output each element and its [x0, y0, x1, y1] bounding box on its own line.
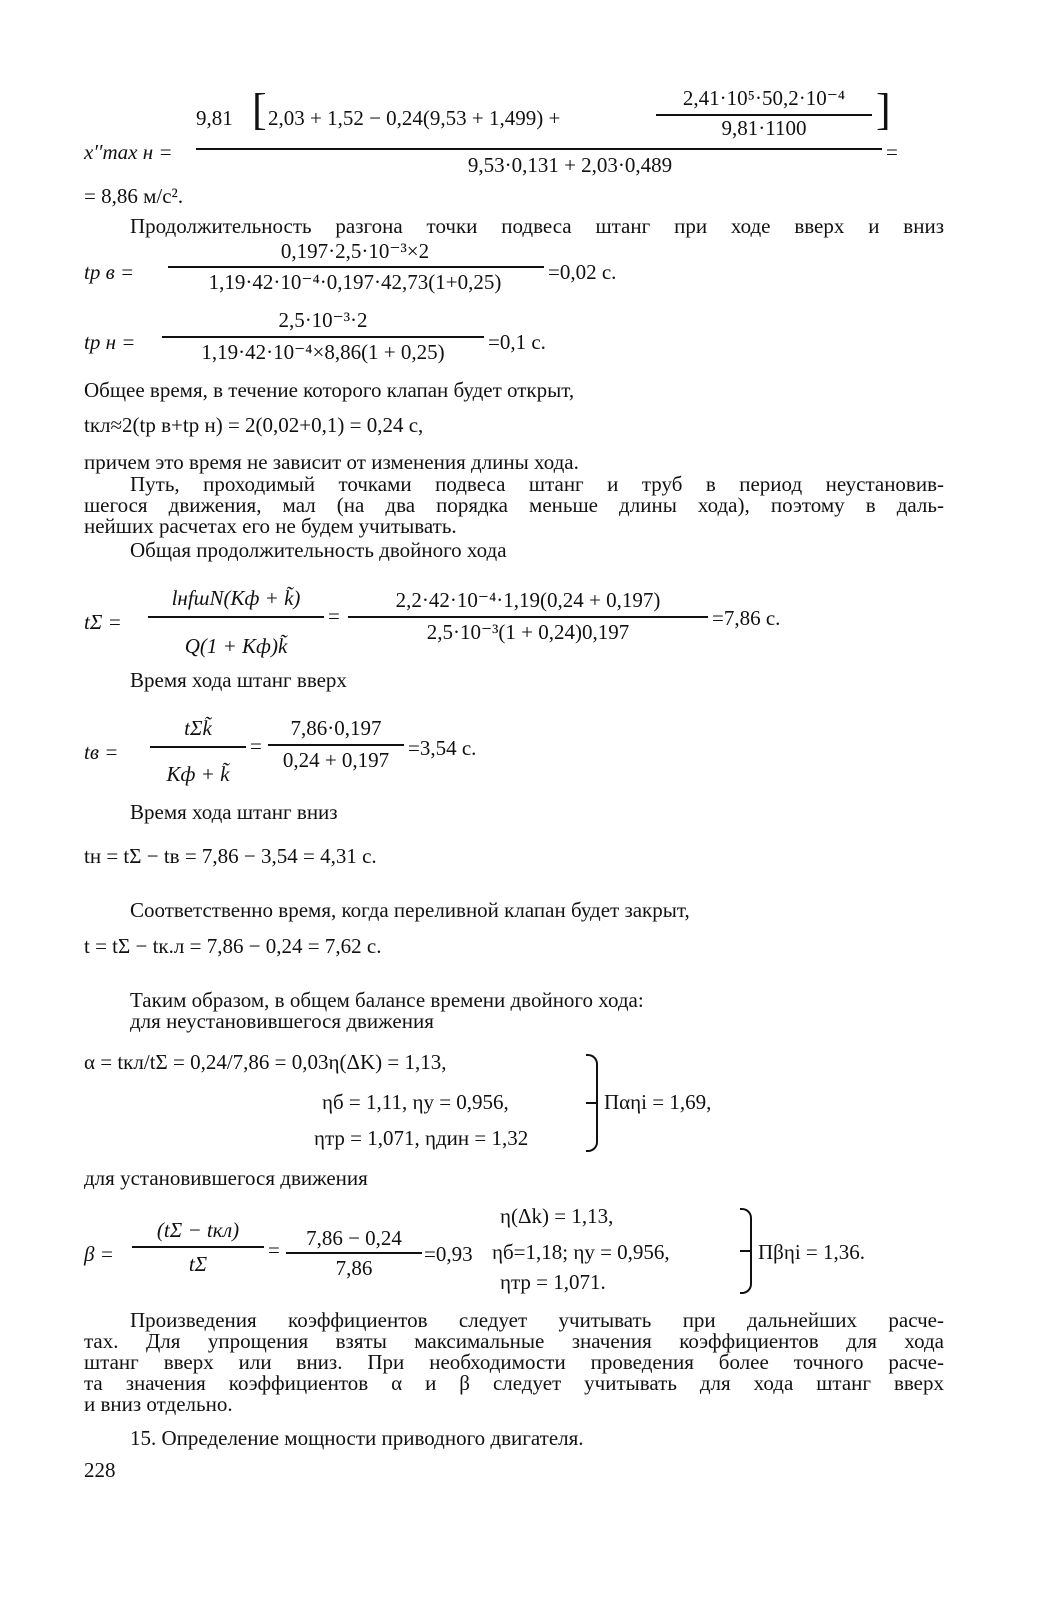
eq1-lhs: x′′max н =: [84, 140, 173, 164]
eq1-sub-num: 2,41·10⁵·50,2·10⁻⁴: [682, 86, 846, 110]
eq10-line1: η(Δk) = 1,13,: [500, 1204, 614, 1228]
eq9-line3: ηтр = 1,071, ηдин = 1,32: [314, 1126, 529, 1150]
section-heading-15: 15. Определение мощности приводного двигателя.: [130, 1426, 584, 1450]
eq2-den: 1,19·42·10⁻⁴·0,197·42,73(1+0,25): [208, 270, 502, 294]
eq2-num: 0,197·2,5·10⁻³×2: [280, 239, 430, 263]
eq10-den2: 7,86: [335, 1256, 373, 1280]
eq5-num2: 2,2·42·10⁻⁴·1,19(0,24 + 0,197): [395, 588, 661, 612]
eq6-bar2: [268, 744, 404, 746]
eq2-bar: [168, 266, 544, 268]
eq5-equals: =: [328, 604, 340, 628]
eq1-sub-den: 9,81·1100: [721, 116, 807, 140]
eq3-den: 1,19·42·10⁻⁴×8,86(1 + 0,25): [201, 340, 445, 364]
eq5-bar2: [348, 616, 708, 618]
eq1-main-bar: [196, 148, 882, 150]
equation-t-down-stroke: tн = tΣ − tв = 7,86 − 3,54 = 4,31 с.: [84, 844, 377, 868]
eq10-line2: ηб=1,18; ηу = 0,956,: [492, 1240, 670, 1264]
eq6-result: =3,54 с.: [408, 736, 477, 760]
equation-t-closed: t = tΣ − tк.л = 7,86 − 0,24 = 7,62 с.: [84, 934, 382, 958]
eq3-lhs: tр н =: [84, 330, 136, 354]
eq1-equals: =: [886, 140, 898, 164]
eq6-bar1: [150, 746, 246, 748]
eq1-bracket-right: ]: [876, 85, 891, 134]
eq5-lhs: tΣ =: [84, 610, 122, 634]
paragraph-total-open-time: Общее время, в течение которого клапан будет открыт,: [84, 378, 575, 402]
eq10-bar1: [132, 1246, 264, 1248]
eq9-line2: ηб = 1,11, ηу = 0,956,: [322, 1090, 509, 1114]
eq5-bar1: [148, 616, 324, 618]
eq10-lhs: β =: [84, 1242, 114, 1266]
eq6-den2: 0,24 + 0,197: [282, 748, 390, 772]
eq10-num2: 7,86 − 0,24: [306, 1226, 402, 1250]
eq1-coef: 9,81: [196, 106, 233, 130]
eq6-lhs: tв =: [84, 740, 119, 764]
eq3-num: 2,5·10⁻³·2: [278, 308, 368, 332]
eq9-result: Παηi = 1,69,: [604, 1090, 712, 1114]
eq2-lhs: tр в =: [84, 260, 135, 284]
eq6-num1: tΣk̃: [184, 716, 212, 740]
eq5-den2: 2,5·10⁻³(1 + 0,24)0,197: [426, 620, 630, 644]
paragraph-acceleration-duration: Продолжительность разгона точки подвеса штанг при ходе вверх и вниз: [130, 214, 944, 238]
eq10-num1: (tΣ − tкл): [156, 1218, 240, 1242]
eq10-equals: =: [268, 1238, 280, 1262]
eq10-value: =0,93: [424, 1242, 473, 1266]
paragraph-stroke-up: Время хода штанг вверх: [130, 668, 347, 692]
paragraph-independence: причем это время не зависит от изменения длины хода.: [84, 450, 579, 474]
eq9-brace-top: [586, 1054, 598, 1104]
eq3-bar: [162, 336, 484, 338]
eq6-den1: Kф + k̃: [166, 762, 230, 786]
eq9-line1: α = tкл/tΣ = 0,24/7,86 = 0,03η(ΔK) = 1,13,: [84, 1050, 447, 1074]
eq5-num1: lнfшN(Kф + k̃): [171, 586, 301, 610]
eq10-brace-bottom: [740, 1250, 752, 1294]
eq2-result: =0,02 с.: [548, 260, 617, 284]
eq5-result: =7,86 с.: [712, 606, 781, 630]
eq6-num2: 7,86·0,197: [290, 716, 382, 740]
eq1-inner: 2,03 + 1,52 − 0,24(9,53 + 1,499) +: [268, 106, 561, 130]
eq3-result: =0,1 с.: [488, 330, 546, 354]
eq10-line3: ηтр = 1,071.: [500, 1270, 606, 1294]
eq1-den: 9,53·0,131 + 2,03·0,489: [467, 153, 673, 177]
paragraph-closed-time: Соответственно время, когда переливной клапан будет закрыт,: [130, 898, 690, 922]
eq10-result: Πβηi = 1,36.: [758, 1240, 866, 1264]
eq10-den1: tΣ: [188, 1252, 208, 1276]
eq1-bracket-left: [: [252, 85, 267, 134]
eq6-equals: =: [250, 734, 262, 758]
page-number: 228: [84, 1458, 116, 1482]
eq9-brace-bottom: [586, 1102, 598, 1152]
paragraph-balance: Таким образом, в общем балансе времени двойного хода: для неустановившегося движения: [130, 988, 644, 1033]
eq10-brace-top: [740, 1208, 752, 1252]
eq10-bar2: [286, 1252, 422, 1254]
paragraph-path: Путь, проходимый точками подвеса штанг и труб в период неустановив- шегося движения, мал (на два порядка меньше длины хода), поэтому в даль- нейших расчетах его не будем учитывать.: [84, 472, 944, 538]
paragraph-steady: для установившегося движения: [84, 1166, 368, 1190]
paragraph-coefficients: Произведения коэффициентов следует учитывать при дальнейших расче- тах. Для упрощения взяты максимальные значения коэффициентов для хода штанг вверх или вниз. При необходимости проведения более точного расче- та значения коэффициентов α и β следует учитывать для хода штанг вверх и вниз отдельно.: [84, 1308, 944, 1416]
eq5-den1: Q(1 + Kф)k̃: [184, 634, 288, 658]
paragraph-stroke-down: Время хода штанг вниз: [130, 800, 338, 824]
eq1-result: = 8,86 м/с².: [84, 184, 184, 208]
equation-t-valve: tкл≈2(tр в+tр н) = 2(0,02+0,1) = 0,24 с,: [84, 413, 424, 437]
paragraph-double-stroke: Общая продолжительность двойного хода: [130, 538, 507, 562]
